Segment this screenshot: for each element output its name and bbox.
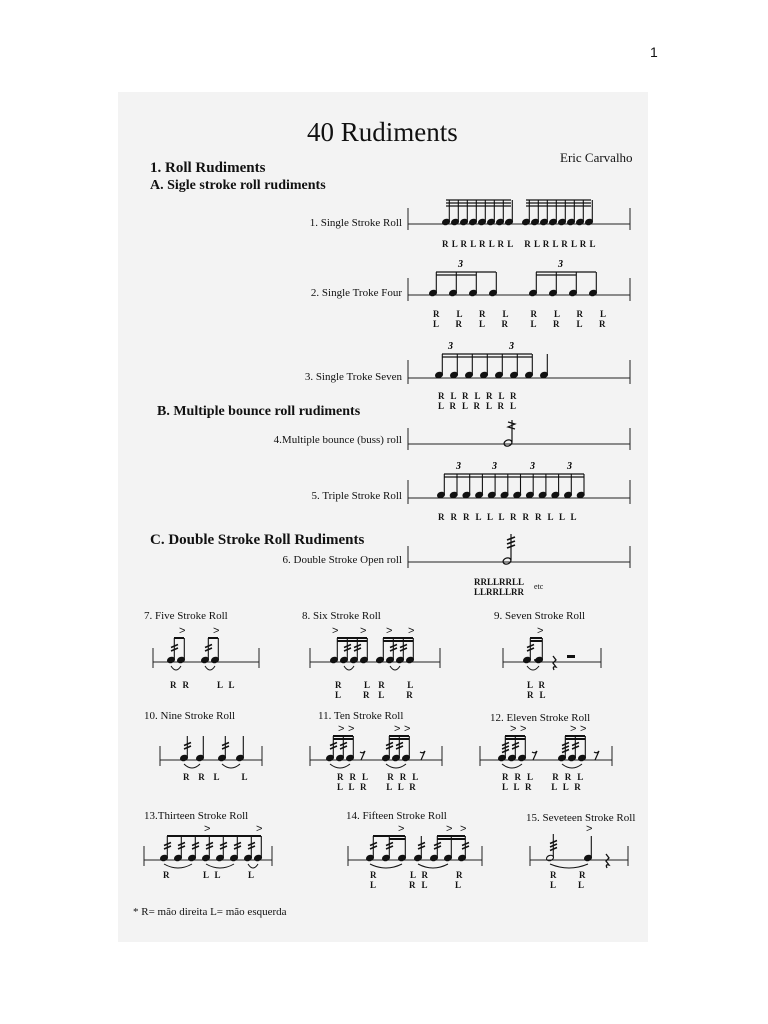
tie	[386, 764, 406, 768]
triplet-number: 3	[448, 341, 453, 352]
rudiment-13-sticking: R L L L	[163, 870, 255, 880]
accent-mark: >	[394, 723, 401, 735]
triplet-number: 3	[509, 341, 514, 352]
rudiment-14-name: 14. Fifteen Stroke Roll	[346, 810, 447, 822]
rudiment-7-staff	[153, 624, 261, 674]
section-multiple-bounce: B. Multiple bounce roll rudiments	[157, 404, 361, 419]
accent-mark: >	[446, 823, 453, 835]
rudiment-5-name: 5. Triple Stroke Roll	[311, 490, 402, 502]
triplet-number: 3	[558, 259, 563, 270]
rudiment-2-sticking: R L R L R L R L L R L R L R L R	[433, 309, 607, 329]
rudiment-8-staff	[310, 624, 442, 674]
dot	[534, 659, 536, 661]
tie	[330, 764, 350, 768]
triplet-number: 3	[458, 259, 463, 270]
rudiment-11-sticking: R R L R R L L L R L L R	[337, 772, 419, 792]
rudiment-1-sticking: R L R L R L R L R L R L R L R L	[442, 239, 597, 249]
rudiment-11-staff	[310, 722, 444, 772]
tie	[164, 864, 192, 868]
rudiment-6-staff	[408, 530, 630, 570]
eighth-rest	[420, 751, 425, 760]
rudiment-15-name: 15. Seveteen Stroke Roll	[526, 812, 636, 824]
rudiment-7-name: 7. Five Stroke Roll	[144, 610, 228, 622]
accent-mark: >	[338, 723, 345, 735]
accent-mark: >	[570, 723, 577, 735]
rudiment-3-staff	[408, 340, 630, 386]
tie	[370, 864, 402, 868]
accent-mark: >	[332, 625, 339, 637]
quarter-rest	[553, 656, 556, 670]
tie	[184, 764, 200, 768]
rudiment-8-sticking: R L R L L R L R	[335, 680, 414, 700]
etc-label: etc	[534, 582, 544, 591]
rudiment-5-sticking: R R R L L L R R R L L L	[438, 512, 578, 522]
rudiment-3-name: 3. Single Troke Seven	[304, 371, 402, 383]
rudiment-4-staff	[408, 416, 630, 452]
half-rest	[567, 655, 575, 658]
section-double-stroke: C. Double Stroke Roll Rudiments	[150, 532, 365, 548]
accent-mark: >	[404, 723, 411, 735]
rudiment-12-staff	[480, 722, 614, 772]
accent-mark: >	[408, 625, 415, 637]
tie	[502, 764, 522, 768]
triplet-number: 3	[530, 461, 535, 472]
tie	[418, 864, 448, 868]
tie	[222, 764, 240, 768]
triplet-number: 3	[492, 461, 497, 472]
page-number: 1	[650, 44, 658, 60]
rudiment-6-name: 6. Double Stroke Open roll	[282, 554, 402, 566]
accent-mark: >	[537, 625, 544, 637]
accent-mark: >	[360, 625, 367, 637]
rudiment-9-sticking: L R R L	[527, 680, 547, 700]
rudiment-1-name: 1. Single Stroke Roll	[309, 217, 402, 229]
triplet-number: 3	[456, 461, 461, 472]
tie	[248, 864, 258, 868]
accent-mark: >	[586, 823, 593, 835]
rudiment-14-sticking: R L R R L R L L	[370, 870, 464, 890]
tie	[206, 864, 234, 868]
eighth-rest	[532, 751, 537, 760]
rudiment-2-name: 2. Single Troke Four	[310, 287, 402, 299]
accent-mark: >	[398, 823, 405, 835]
rudiment-14-staff	[348, 822, 484, 872]
author: Eric Carvalho	[560, 150, 633, 165]
rudiment-12-name: 12. Eleven Stroke Roll	[490, 712, 591, 724]
accent-mark: >	[520, 723, 527, 735]
section-single-stroke: A. Sigle stroke roll rudiments	[150, 178, 326, 193]
rudiment-10-sticking: R R L L	[183, 772, 249, 782]
triplet-number: 3	[567, 461, 572, 472]
tie	[171, 666, 181, 670]
rudiment-12-sticking: R R L R R L L L R L L R	[502, 772, 584, 792]
rudiment-7-sticking: R R L L	[170, 680, 236, 690]
rudiment-10-staff	[160, 722, 264, 772]
tie	[344, 666, 354, 670]
tie	[527, 666, 539, 670]
eighth-rest	[360, 751, 365, 760]
accent-mark: >	[386, 625, 393, 637]
tie	[562, 764, 582, 768]
accent-mark: >	[213, 625, 220, 637]
accent-mark: >	[179, 625, 186, 637]
rudiment-9-name: 9. Seven Stroke Roll	[494, 610, 586, 622]
accent-mark: >	[204, 823, 211, 835]
accent-mark: >	[348, 723, 355, 735]
eighth-rest	[594, 751, 599, 760]
tie	[390, 666, 400, 670]
tie	[550, 864, 588, 868]
rudiment-9-staff	[503, 624, 603, 674]
rudiment-4-name: 4.Multiple bounce (buss) roll	[273, 434, 402, 446]
rudiment-1-staff	[408, 196, 630, 232]
rudiment-13-staff	[144, 822, 274, 872]
footnote: * R= mão direita L= mão esquerda	[133, 906, 287, 918]
accent-mark: >	[580, 723, 587, 735]
rudiment-3-sticking: R L R L R L R L R L R L R L	[438, 391, 518, 411]
rudiment-15-sticking: R R L L	[550, 870, 586, 890]
section-roll-rudiments: 1. Roll Rudiments	[150, 160, 266, 176]
quarter-rest	[606, 854, 609, 868]
rudiment-13-name: 13.Thirteen Stroke Roll	[144, 810, 249, 822]
rudiment-11-name: 11. Ten Stroke Roll	[318, 710, 404, 722]
rudiment-10-name: 10. Nine Stroke Roll	[144, 710, 236, 722]
rudiment-6-sticking: RRLLRRLL LLRRLLRR	[474, 577, 525, 597]
accent-mark: >	[256, 823, 263, 835]
rudiment-15-staff	[530, 824, 630, 874]
page-title: 40 Rudiments	[307, 117, 458, 147]
accent-mark: >	[460, 823, 467, 835]
rudiment-2-staff	[408, 258, 630, 303]
rudiment-8-name: 8. Six Stroke Roll	[302, 610, 381, 622]
accent-mark: >	[510, 723, 517, 735]
tie	[205, 666, 215, 670]
rudiment-5-staff	[408, 460, 630, 506]
